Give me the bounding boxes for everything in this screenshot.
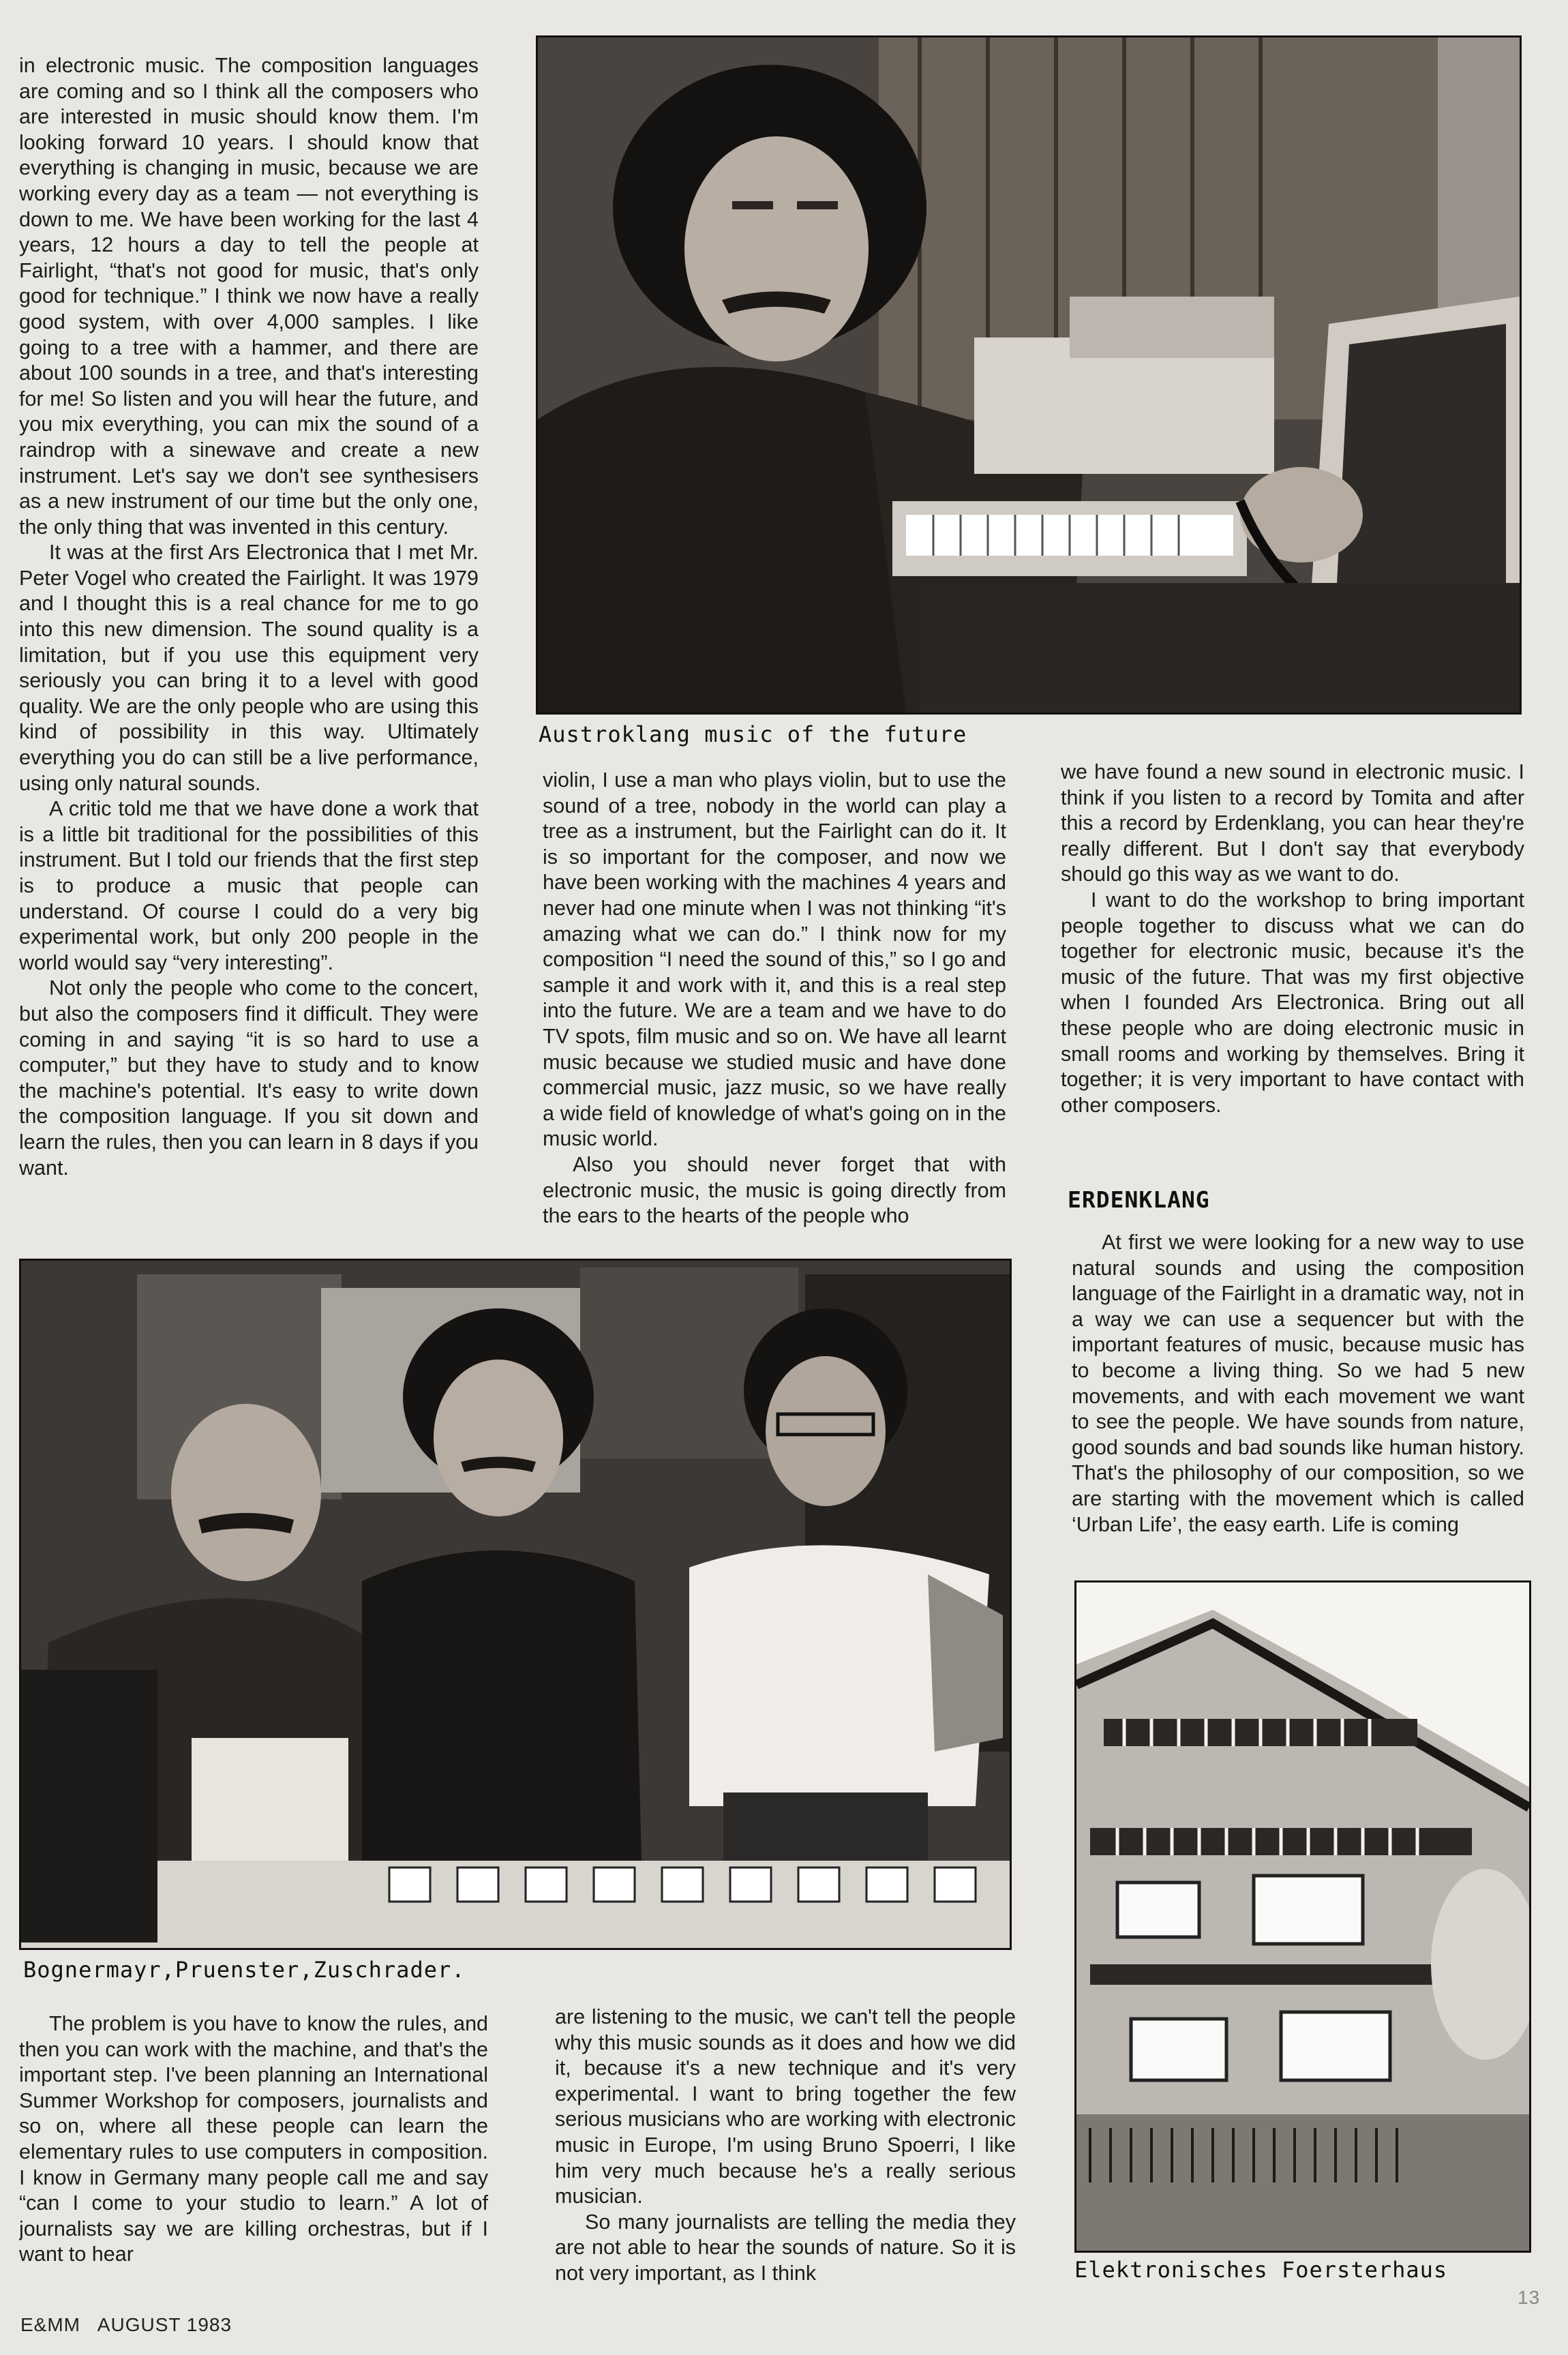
caption-group-photo: Bognermayr,Pruenster,Zuschrader. — [23, 1957, 466, 1983]
paragraph: we have found a new sound in electronic music. I think if you listen to a record by Tomita and after this a record by Erdenklang, you can hear they're really different. But I don't say that everybody should go this way as we want to do. — [1061, 760, 1524, 886]
paragraph: The problem is you have to know the rules, and then you can work with the machine, and that's the important step. I've been planning an International Summer Workshop for composers, journalists and so on, where all these people can learn the elementary rules to use computers in composition. I know in Germany many people call me and say “can I come to your studio to learn.” A lot of journalists say we are killing orchestras, but if I want to hear — [19, 2012, 488, 2266]
article-column-middle-top — [543, 768, 1006, 1257]
paragraph: Not only the people who come to the concert, but also the composers find it difficult. They were coming in and saying “it is so hard to use a computer,” but they have to study and to know the machine's potential. It's easy to write down the composition language. If you sit down and learn the rules, then you can learn in 8 days if you want. — [19, 976, 479, 1180]
article-column-left-bottom — [19, 2011, 488, 2298]
paragraph: At first we were looking for a new way to use natural sounds and using the composition language of the Fairlight in a dramatic way, not in a way we can use a sequencer but with the important features of music, because music has to become a living thing. So we had 5 new movements, and with each movement we want to see the people. We have sounds from nature, good sounds and bad sounds like human history. That's the philosophy of our composition, so we are starting with the movement which is called ‘Urban Life’, the easy earth. Life is coming — [1072, 1231, 1524, 1536]
photo-austroklang — [536, 35, 1522, 715]
paragraph: It was at the first Ars Electronica that I met Mr. Peter Vogel who created the Fairlight. It was 1979 and I thought this is a real chance for me to go into this new dimension. The sound quality is a limitation, but if you use this equipment very seriously you can bring it to a level with good quality. We are the only people who are using this kind of possibility in this way. Ultimately everything you do can still be a live performance, using only natural sounds. — [19, 541, 479, 795]
paragraph: So many journalists are telling the media they are not able to hear the sounds of nature. So it is not very important, as I think — [555, 2210, 1016, 2285]
paragraph: violin, I use a man who plays violin, but to use the sound of a tree, nobody in the world can play a tree as a instrument, but the Fairlight can do it. It is so important for the composer, and now we have been working with the machines 4 years and never had one minute when I was not thinking “it's amazing what we can do.” I think now for my composition “I need the sound of this,” so I go and sample it and work with it, and this is a real step into the future. We are a team and we have to do TV spots, film music and so on. We have all learnt music because we studied music and have done commercial music, jazz music, so we have really a wide field of knowledge of what's going on in the music world. — [543, 768, 1006, 1151]
article-column-right-section — [1072, 1230, 1524, 1552]
page-number: 13 — [1518, 2287, 1541, 2308]
caption-house-photo: Elektronisches Foersterhaus — [1074, 2257, 1448, 2283]
photo-house — [1074, 1580, 1531, 2253]
paragraph: are listening to the music, we can't tell the people why this music sounds as it does and how we did it, because it's a new technique and it's very experimental. I want to bring together the few serious musicians who are working with electronic music in Europe, I'm using Bruno Spoerri, I like him very much because he's a really serious musician. — [555, 2005, 1016, 2208]
caption-top-photo: Austroklang music of the future — [539, 721, 967, 747]
photo-musician-at-fairlight — [538, 38, 1520, 712]
paragraph: Also you should never forget that with electronic music, the music is going directly from the ears to the hearts of the people who — [543, 1152, 1006, 1228]
paragraph: in electronic music. The composition languages are coming and so I think all the composers who are interested in music should know them. I'm looking forward 10 years. I should know that everything is changing in music, because we are working every day as a team — not everything is down to me. We have been working for the last 4 years, 12 hours a day to tell the people at Fairlight, “that's not good for music, that's only good for technique.” I think we now have a really good system, with over 4,000 samples. I like going to a tree with a hammer, and there are about 100 sounds in a tree, and that's interesting for me! So listen and you will hear the future, and you mix everything, you can mix the sound of a raindrop with a sinewave and create a new instrument. Let's say we don't see synthesisers as a new instrument of our time but the only one, the only thing that was invented in this century. — [19, 54, 479, 539]
section-heading: ERDENKLANG — [1068, 1186, 1210, 1213]
photo-group — [19, 1259, 1012, 1950]
photo-forester-house — [1076, 1582, 1529, 2251]
paragraph: I want to do the workshop to bring important people together to discuss what we can do together for electronic music, because it's the music of the future. That was my first objective when I founded Ars Electronica. Bring out all these people who are doing electronic music in small rooms and working by themselves. Bring it together; it is very important to have contact with other composers. — [1061, 888, 1524, 1117]
article-column-right-top — [1061, 760, 1524, 1167]
paragraph: A critic told me that we have done a work that is a little bit traditional for the possibilities of this instrument. But I told our friends that the first step is to produce a music that people can understand. Of course I could do a very big experimental work, but only 200 people in the world would say “very interesting”. — [19, 797, 479, 974]
article-column-left-top — [19, 53, 479, 1260]
footer-issue: E&MM AUGUST 1983 — [20, 2314, 232, 2335]
article-column-middle-bottom — [555, 2005, 1016, 2298]
photo-three-musicians — [21, 1261, 1010, 1948]
